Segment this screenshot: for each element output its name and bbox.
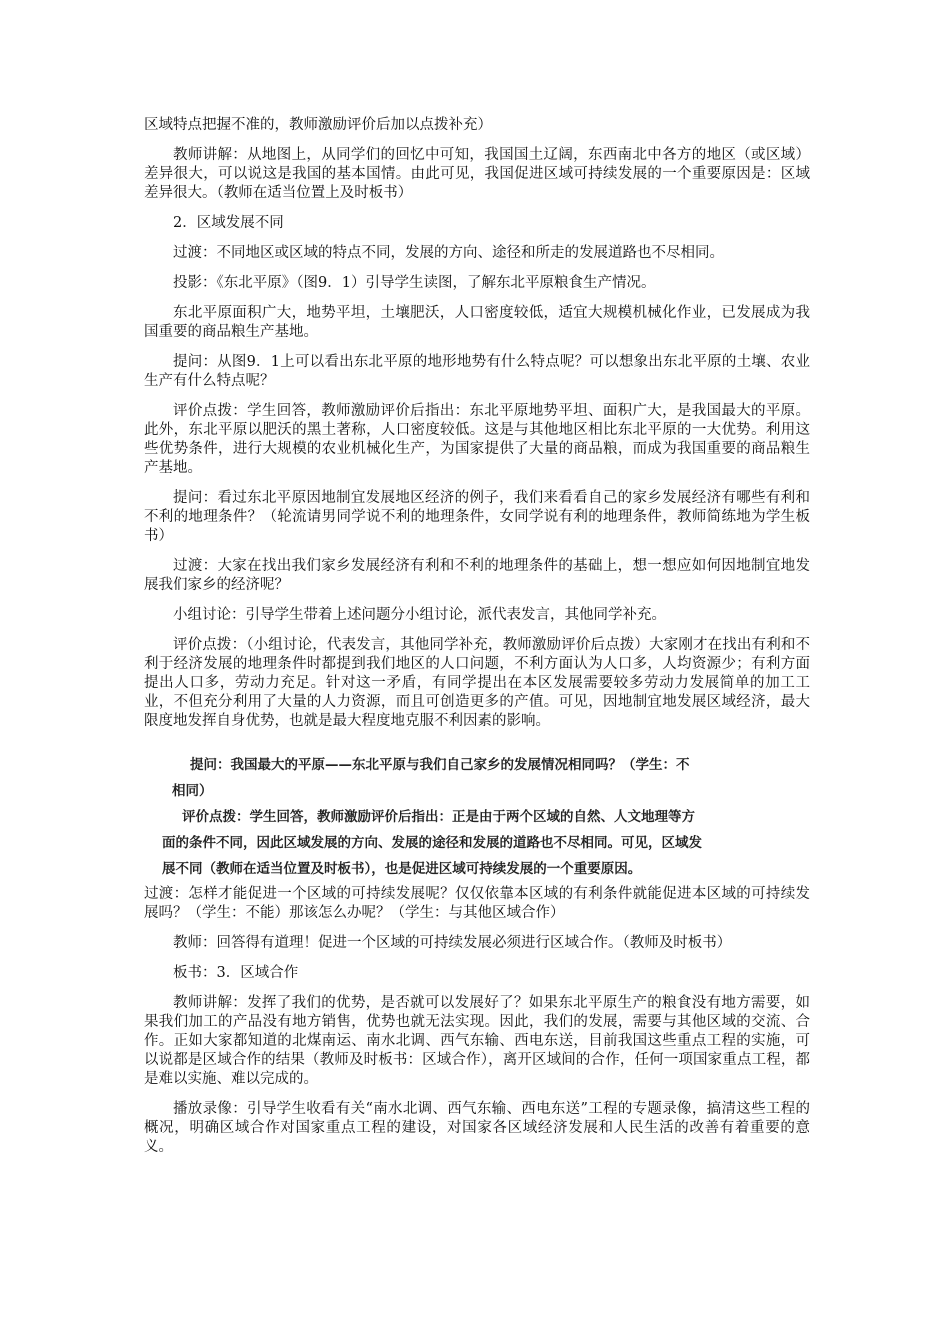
paragraph: 区域特点把握不准的，教师激励评价后加以点拨补充）	[144, 117, 492, 133]
paragraph: 过渡：大家在找出我们家乡发展经济有利和不利的地理条件的基础上，想一想应如何因地制宜地发展我们家乡的经济呢？	[144, 558, 810, 593]
paragraph: 评价点拨：（小组讨论，代表发言，其他同学补充，教师激励评价后点拨）大家刚才在找出有利和不利于经济发展的地理条件时都提到我们地区的人口问题，不利方面认为人口多，人均资源少；有利方面提出人口多，劳动力充足。针对这一矛盾，有同学提出在本区发展需要较多劳动力发展简单的加工工业，不但充分利用了大量的人力资源，而且可创造更多的产值。可见，因地制宜地发展区域经济，最大限度地发挥自身优势，也就是最大程度地克服不利因素的影响。	[144, 637, 810, 729]
paragraph: 教师：回答得有道理！促进一个区域的可持续发展必须进行区域合作。（教师及时板书）	[173, 935, 732, 951]
scanned-line: 评价点拨：学生回答，教师激励评价后指出：正是由于两个区域的自然、人文地理等方	[182, 809, 695, 825]
paragraph: 评价点拨：学生回答，教师激励评价后指出：东北平原地势平坦、面积广大，是我国最大的平原。此外，东北平原以肥沃的黑土著称，人口密度较低。这是与其他地区相比东北平原的一大优势。利用这些优势条件，进行大规模的农业机械化生产，为国家提供了大量的商品粮，而成为我国重要的商品粮生产基地。	[144, 403, 810, 476]
scanned-line: 展不同（教师在适当位置及时板书），也是促进区域可持续发展的一个重要原因。	[162, 861, 642, 877]
scanned-line: 面的条件不同，因此区域发展的方向、发展的途径和发展的道路也不尽相同。可见，区域发	[162, 835, 702, 851]
paragraph: 东北平原面积广大，地势平坦，土壤肥沃，人口密度较低，适宜大规模机械化作业，已发展成为我国重要的商品粮生产基地。	[144, 305, 810, 340]
paragraph: 小组讨论：引导学生带着上述问题分小组讨论，派代表发言，其他同学补充。	[173, 607, 666, 623]
paragraph: 播放录像：引导学生收看有关“南水北调、西气东输、西电东送”工程的专题录像，搞清这些工程的概况，明确区域合作对国家重点工程的建设，对国家各区域经济发展和人民生活的改善有着重要的意义。	[144, 1101, 810, 1155]
paragraph: 教师讲解：从地图上，从同学们的回忆中可知，我国国土辽阔，东西南北中各方的地区（或区域）差异很大，可以说这是我国的基本国情。由此可见，我国促进区域可持续发展的一个重要原因是：区域差异很大。（教师在适当位置上及时板书）	[144, 147, 810, 201]
paragraph: 过渡：不同地区或区域的特点不同，发展的方向、途径和所走的发展道路也不尽相同。	[173, 245, 724, 261]
section-heading: 板书：3．区域合作	[173, 965, 299, 981]
scanned-line: 提问：我国最大的平原——东北平原与我们自己家乡的发展情况相同吗？（学生：不	[190, 757, 690, 773]
section-heading: 2．区域发展不同	[173, 215, 284, 231]
paragraph: 教师讲解：发挥了我们的优势，是否就可以发展好了？如果东北平原生产的粮食没有地方需要，如果我们加工的产品没有地方销售，优势也就无法实现。因此，我们的发展，需要与其他区域的交流、合作。正如大家都知道的北煤南运、南水北调、西气东输、西电东送，目前我国这些重点工程的实施，可以说都是区域合作的结果（教师及时板书：区域合作），离开区域间的合作，任何一项国家重点工程，都是难以实施、难以完成的。	[144, 995, 810, 1087]
paragraph: 提问：看过东北平原因地制宜发展地区经济的例子，我们来看看自己的家乡发展经济有哪些有利和不利的地理条件？（轮流请男同学说不利的地理条件，女同学说有利的地理条件，教师简练地为学生板书）	[144, 490, 810, 544]
paragraph: 提问：从图9．1上可以看出东北平原的地形地势有什么特点呢？可以想象出东北平原的土壤、农业生产有什么特点呢？	[144, 354, 810, 389]
scanned-line: 相同）	[172, 783, 213, 799]
paragraph: 过渡：怎样才能促进一个区域的可持续发展呢？仅仅依靠本区域的有利条件就能促进本区域的可持续发展吗？（学生：不能）那该怎么办呢？（学生：与其他区域合作）	[144, 886, 810, 921]
paragraph: 投影：《东北平原》（图9．1）引导学生读图，了解东北平原粮食生产情况。	[173, 275, 656, 291]
scanned-excerpt	[144, 755, 810, 880]
document-page	[144, 116, 810, 1168]
